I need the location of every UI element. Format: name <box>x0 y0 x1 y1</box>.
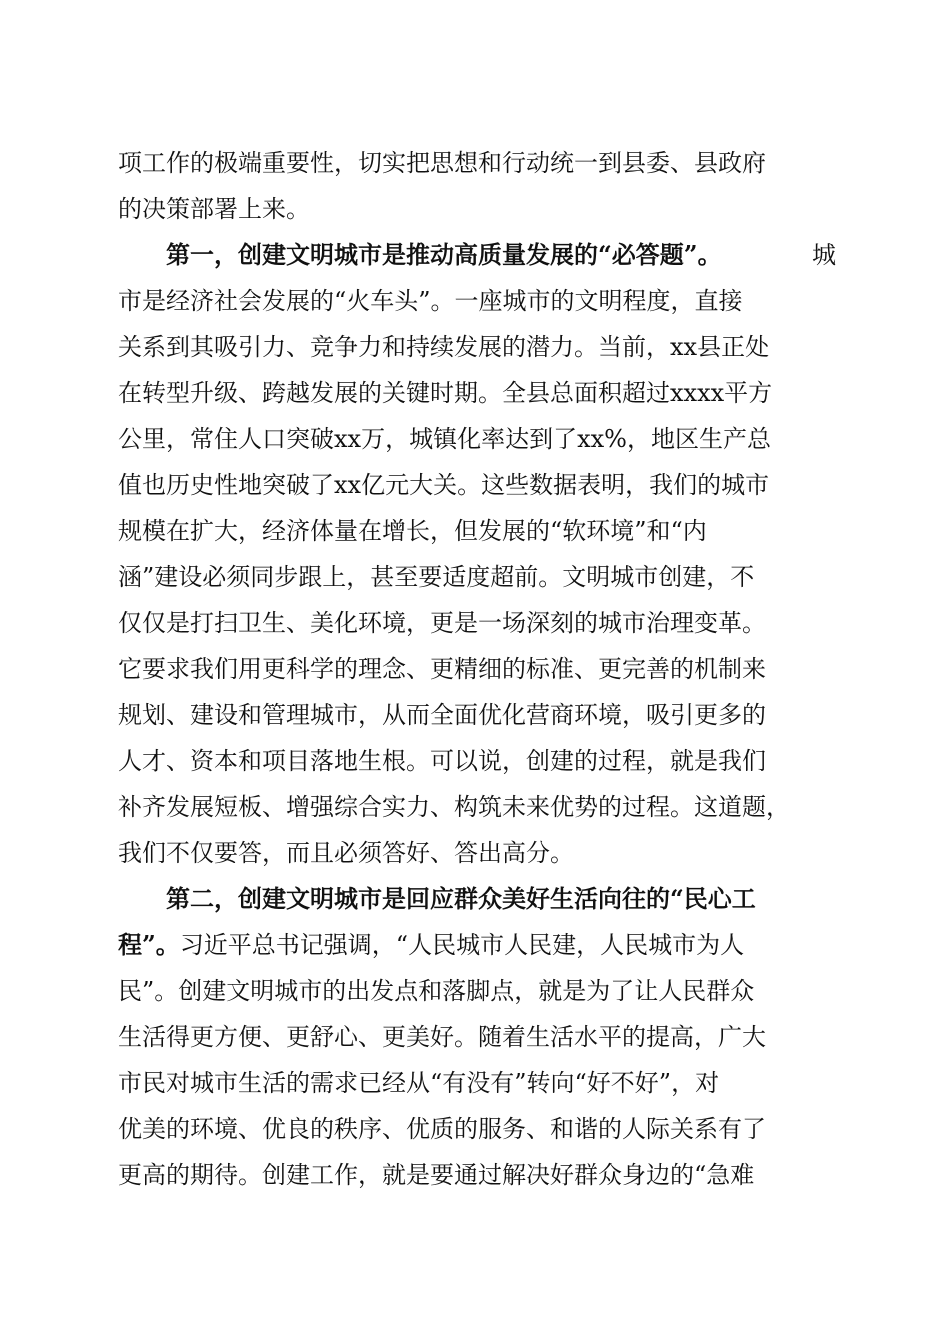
text-line-content: 市民对城市生活的需求已经从“有没有”转向“好不好”，对 <box>118 1069 720 1097</box>
text-line <box>118 1060 836 1106</box>
text-line <box>118 922 836 968</box>
text-line-content: 生活得更方便、更舒心、更美好。随着生活水平的提高，广大 <box>118 1023 766 1051</box>
text-line <box>118 370 836 416</box>
text-line-content: 的决策部署上来。 <box>118 195 310 223</box>
text-line-content: 规划、建设和管理城市，从而全面优化营商环境，吸引更多的 <box>118 701 766 729</box>
text-line-content: 习近平总书记强调，“人民城市人民建，人民城市为人 <box>179 931 745 959</box>
text-line <box>118 416 836 462</box>
text-line <box>118 278 836 324</box>
text-line <box>118 462 836 508</box>
text-line-content: 民”。创建文明城市的出发点和落脚点，就是为了让人民群众 <box>118 977 755 1005</box>
text-line <box>118 830 836 876</box>
text-line <box>118 784 836 830</box>
text-line-content: 在转型升级、跨越发展的关键时期。全县总面积超过xxxx平方 <box>118 379 773 407</box>
text-line <box>118 1106 836 1152</box>
text-line-content: 人才、资本和项目落地生根。可以说，创建的过程，就是我们 <box>118 747 766 775</box>
document-body <box>118 140 836 1198</box>
text-line-content: 它要求我们用更科学的理念、更精细的标准、更完善的机制来 <box>118 655 766 683</box>
text-line-content: 关系到其吸引力、竞争力和持续发展的潜力。当前，xx县正处 <box>118 333 770 361</box>
text-line <box>118 186 836 232</box>
section-heading-line <box>118 876 836 922</box>
text-line-content: 补齐发展短板、增强综合实力、构筑未来优势的过程。这道题， <box>118 793 790 821</box>
text-line <box>118 508 836 554</box>
text-line-content: 更高的期待。创建工作，就是要通过解决好群众身边的“急难 <box>118 1161 755 1189</box>
text-line <box>118 646 836 692</box>
text-line-content: 项工作的极端重要性，切实把思想和行动统一到县委、县政府 <box>118 149 766 177</box>
text-line-content: 值也历史性地突破了xx亿元大关。这些数据表明，我们的城市 <box>118 471 770 499</box>
text-line-content: 涵”建设必须同步跟上，甚至要适度超前。文明城市创建，不 <box>118 563 755 591</box>
text-line-content: 仅仅是打扫卫生、美化环境，更是一场深刻的城市治理变革。 <box>118 609 766 637</box>
text-line <box>118 738 836 784</box>
text-line <box>118 140 836 186</box>
text-line-content: 优美的环境、优良的秩序、优质的服务、和谐的人际关系有了 <box>118 1115 766 1143</box>
text-line <box>118 1014 836 1060</box>
text-line-content: 城 <box>812 241 836 269</box>
text-line-content: 我们不仅要答，而且必须答好、答出高分。 <box>118 839 574 867</box>
section-heading-1: 第一，创建文明城市是推动高质量发展的“必答题”。 <box>166 240 722 269</box>
text-line <box>118 692 836 738</box>
text-line-content: 规模在扩大，经济体量在增长，但发展的“软环境”和“内 <box>118 517 707 545</box>
section-heading-2: 第二，创建文明城市是回应群众美好生活向往的“民心工 <box>166 884 756 913</box>
section-heading-2-end: 程”。 <box>118 930 180 959</box>
text-line <box>118 1152 836 1198</box>
text-line <box>118 324 836 370</box>
text-line <box>118 600 836 646</box>
text-line-content: 市是经济社会发展的“火车头”。一座城市的文明程度，直接 <box>118 287 743 315</box>
text-line <box>118 554 836 600</box>
text-line <box>118 968 836 1014</box>
text-line-content: 公里，常住人口突破xx万，城镇化率达到了xx%，地区生产总 <box>118 425 771 453</box>
section-heading-line <box>118 232 836 278</box>
